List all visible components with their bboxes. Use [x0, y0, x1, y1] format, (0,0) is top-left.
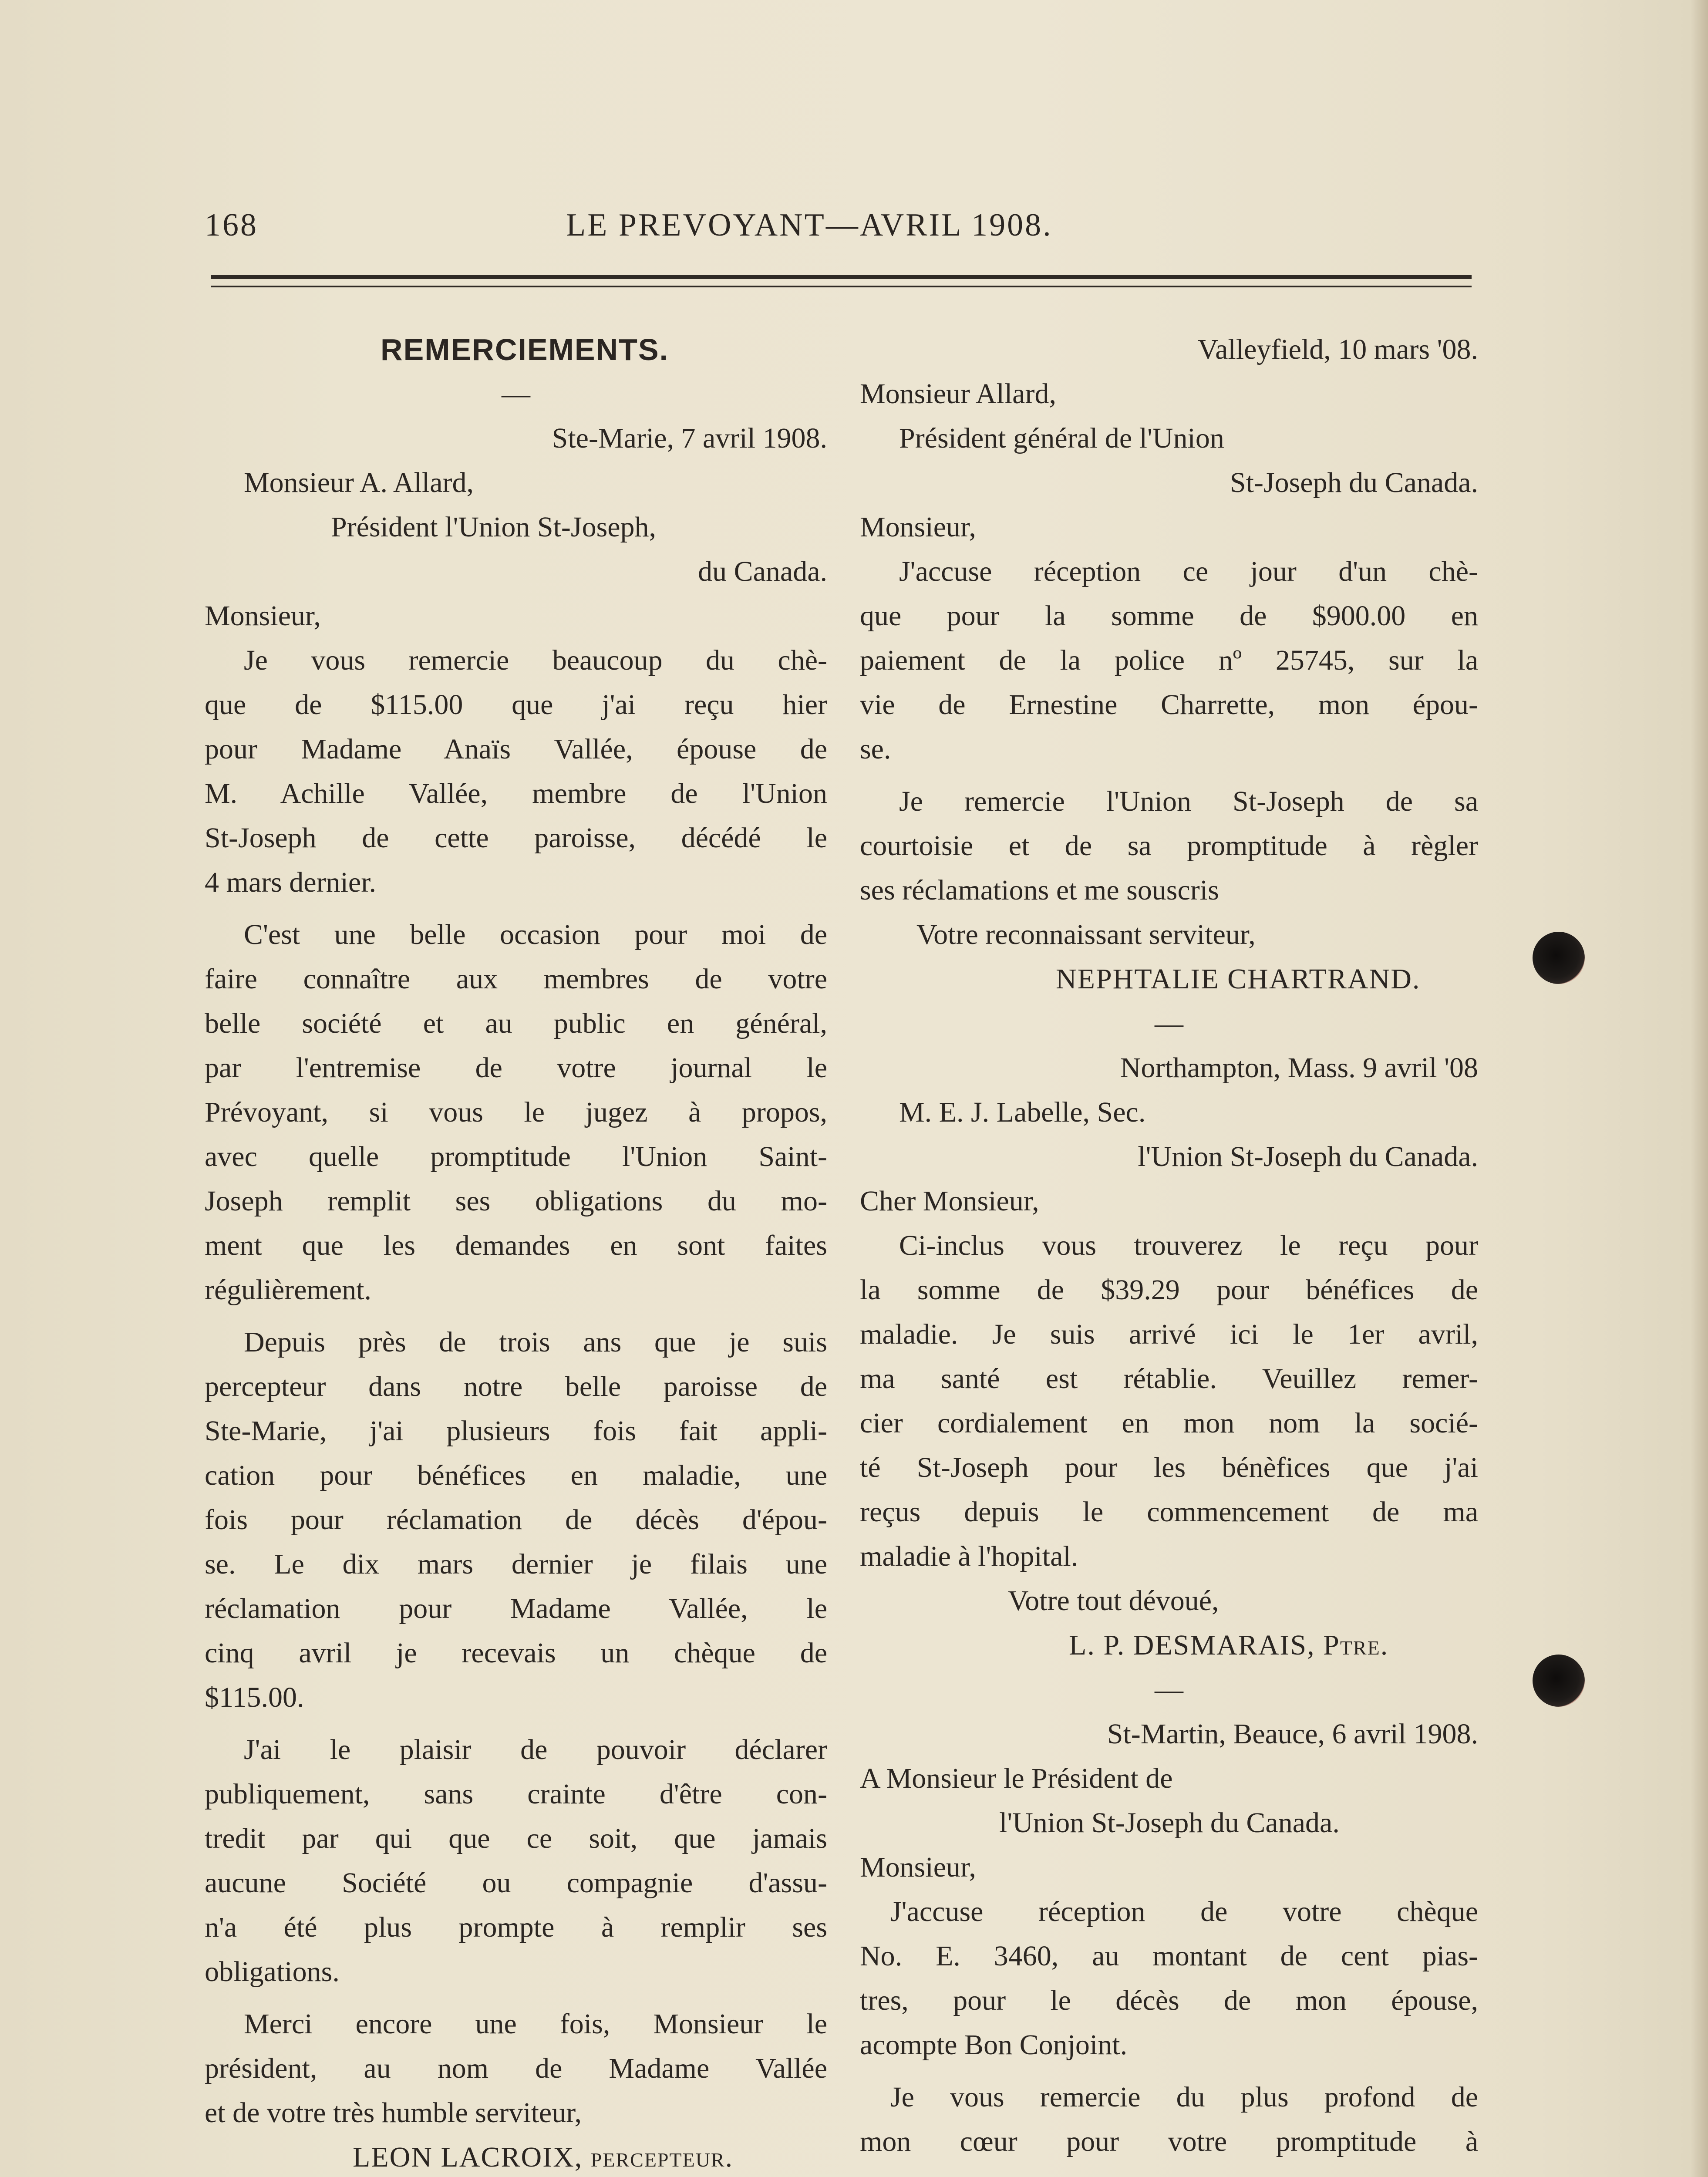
text-line: obligations.: [205, 1956, 340, 1988]
salutation-org: St-Joseph du Canada.: [1230, 467, 1478, 499]
text-line: cinq avril je recevais un chèque de: [205, 1637, 827, 1669]
text-line: J'accuse réception de votre chèque: [890, 1896, 1478, 1928]
greeting: Monsieur,: [205, 600, 321, 632]
text-line: ses réclamations et me souscris: [860, 874, 1219, 906]
signature: LEON LACROIX, percepteur.: [353, 2141, 734, 2173]
text-line: que de $115.00 que j'ai reçu hier: [205, 689, 827, 721]
text-line: tres, pour le décès de mon épouse,: [860, 1985, 1478, 2016]
text-line: ma santé est rétablie. Veuillez remer-: [860, 1363, 1478, 1395]
signature: L. P. DESMARAIS, Ptre.: [1069, 1629, 1389, 1661]
text-line: régulièrement.: [205, 1274, 371, 1306]
page-number: 168: [205, 207, 258, 243]
signature: NEPHTALIE CHARTRAND.: [1056, 963, 1421, 995]
paragraph-gap: [860, 2067, 1478, 2075]
text-line: président, au nom de Madame Vallée: [205, 2052, 827, 2084]
text-line: n'a été plus prompte à remplir ses: [205, 1911, 827, 1943]
separator: —: [1155, 1674, 1183, 1705]
text-line: pour Madame Anaïs Vallée, épouse de: [205, 733, 827, 765]
text-line: Joseph remplit ses obligations du mo-: [205, 1185, 827, 1217]
text-line: se.: [860, 733, 891, 765]
separator: —: [502, 378, 530, 410]
text-line: Depuis près de trois ans que je suis: [244, 1326, 827, 1358]
paragraph-gap: [205, 905, 827, 913]
salutation-org: du Canada.: [698, 556, 827, 587]
text-line: $115.00.: [205, 1682, 304, 1713]
salutation-title: Président général de l'Union: [899, 422, 1224, 454]
greeting: Monsieur,: [860, 1851, 976, 1883]
text-line: cation pour bénéfices en maladie, une: [205, 1459, 827, 1491]
page-edge-shadow: [1691, 0, 1708, 2177]
salutation-name: M. E. J. Labelle, Sec.: [899, 1096, 1146, 1128]
text-line: St-Joseph de cette paroisse, décédé le: [205, 822, 827, 854]
text-line: 4 mars dernier.: [205, 866, 377, 898]
text-line: maladie. Je suis arrivé ici le 1er avril,: [860, 1318, 1478, 1350]
dateline: Valleyfield, 10 mars '08.: [1197, 334, 1478, 365]
header-rule-thick: [211, 275, 1472, 279]
text-line: fois pour réclamation de décès d'épou-: [205, 1504, 827, 1536]
closing: Votre reconnaissant serviteur,: [916, 919, 1256, 950]
salutation-name: A Monsieur le Président de: [860, 1762, 1173, 1794]
text-line: J'ai le plaisir de pouvoir déclarer: [244, 1734, 827, 1766]
text-line: cier cordialement en mon nom la socié-: [860, 1407, 1478, 1439]
salutation-org: l'Union St-Joseph du Canada.: [1138, 1141, 1478, 1173]
text-line: mon cœur pour votre promptitude à: [860, 2126, 1478, 2157]
punch-hole: [1533, 1655, 1585, 1707]
text-line: maladie à l'hopital.: [860, 1540, 1078, 1572]
text-line: paiement de la police nº 25745, sur la: [860, 644, 1478, 676]
text-line: ment que les demandes en sont faites: [205, 1230, 827, 1261]
salutation-org: l'Union St-Joseph du Canada.: [999, 1807, 1340, 1839]
dateline: Ste-Marie, 7 avril 1908.: [552, 422, 827, 454]
text-line: M. Achille Vallée, membre de l'Union: [205, 778, 827, 809]
greeting: Monsieur,: [860, 511, 976, 543]
closing: Votre tout dévoué,: [1008, 1585, 1219, 1617]
text-line: tredit par qui que ce soit, que jamais: [205, 1823, 827, 1854]
text-line: vie de Ernestine Charrette, mon épou-: [860, 689, 1478, 721]
text-line: té St-Joseph pour les bénèfices que j'ai: [860, 1452, 1478, 1483]
text-line: par l'entremise de votre journal le: [205, 1052, 827, 1084]
text-line: avec quelle promptitude l'Union Saint-: [205, 1141, 827, 1173]
text-line: reçus depuis le commencement de ma: [860, 1496, 1478, 1528]
text-line: percepteur dans notre belle paroisse de: [205, 1371, 827, 1402]
dateline: St-Martin, Beauce, 6 avril 1908.: [1107, 1718, 1478, 1750]
text-line: faire connaître aux membres de votre: [205, 963, 827, 995]
text-line: que pour la somme de $900.00 en: [860, 600, 1478, 632]
header-rule-thin: [211, 286, 1472, 287]
running-title: LE PREVOYANT—AVRIL 1908.: [566, 207, 1053, 243]
salutation-name: Monsieur Allard,: [860, 378, 1056, 410]
text-line: Ste-Marie, j'ai plusieurs fois fait appli-: [205, 1415, 827, 1447]
salutation-title: Président l'Union St-Joseph,: [331, 511, 657, 543]
text-line: acompte Bon Conjoint.: [860, 2029, 1128, 2061]
paragraph-gap: [205, 1312, 827, 1320]
text-line: Je vous remercie du plus profond de: [890, 2081, 1478, 2113]
text-line: Je vous remercie beaucoup du chè-: [244, 644, 827, 676]
text-line: se. Le dix mars dernier je filais une: [205, 1548, 827, 1580]
paragraph-gap: [205, 1994, 827, 2002]
section-heading: REMERCIEMENTS.: [381, 333, 669, 367]
text-line: courtoisie et de sa promptitude à règler: [860, 830, 1478, 862]
text-line: belle société et au public en général,: [205, 1008, 827, 1039]
dateline: Northampton, Mass. 9 avril '08: [1120, 1052, 1478, 1084]
page-header: [205, 207, 1485, 263]
left-column: [205, 327, 827, 2177]
punch-hole: [1533, 932, 1585, 984]
text-line: publiquement, sans crainte d'être con-: [205, 1778, 827, 1810]
text-line: la somme de $39.29 pour bénéfices de: [860, 1274, 1478, 1306]
text-line: et de votre très humble serviteur,: [205, 2097, 582, 2129]
text-line: Merci encore une fois, Monsieur le: [244, 2008, 827, 2040]
paragraph-gap: [205, 1720, 827, 1728]
text-line: C'est une belle occasion pour moi de: [244, 919, 827, 950]
text-line: aucune Société ou compagnie d'assu-: [205, 1867, 827, 1899]
text-line: Ci-inclus vous trouverez le reçu pour: [899, 1230, 1478, 1261]
separator: —: [1155, 1008, 1183, 1039]
text-line: Prévoyant, si vous le jugez à propos,: [205, 1096, 827, 1128]
greeting: Cher Monsieur,: [860, 1185, 1039, 1217]
salutation-name: Monsieur A. Allard,: [244, 467, 474, 499]
right-column: [860, 327, 1478, 2164]
text-line: Je remercie l'Union St-Joseph de sa: [899, 785, 1478, 817]
paragraph-gap: [860, 772, 1478, 779]
text-line: réclamation pour Madame Vallée, le: [205, 1593, 827, 1624]
text-line: No. E. 3460, au montant de cent pias-: [860, 1940, 1478, 1972]
text-line: J'accuse réception ce jour d'un chè-: [899, 556, 1478, 587]
